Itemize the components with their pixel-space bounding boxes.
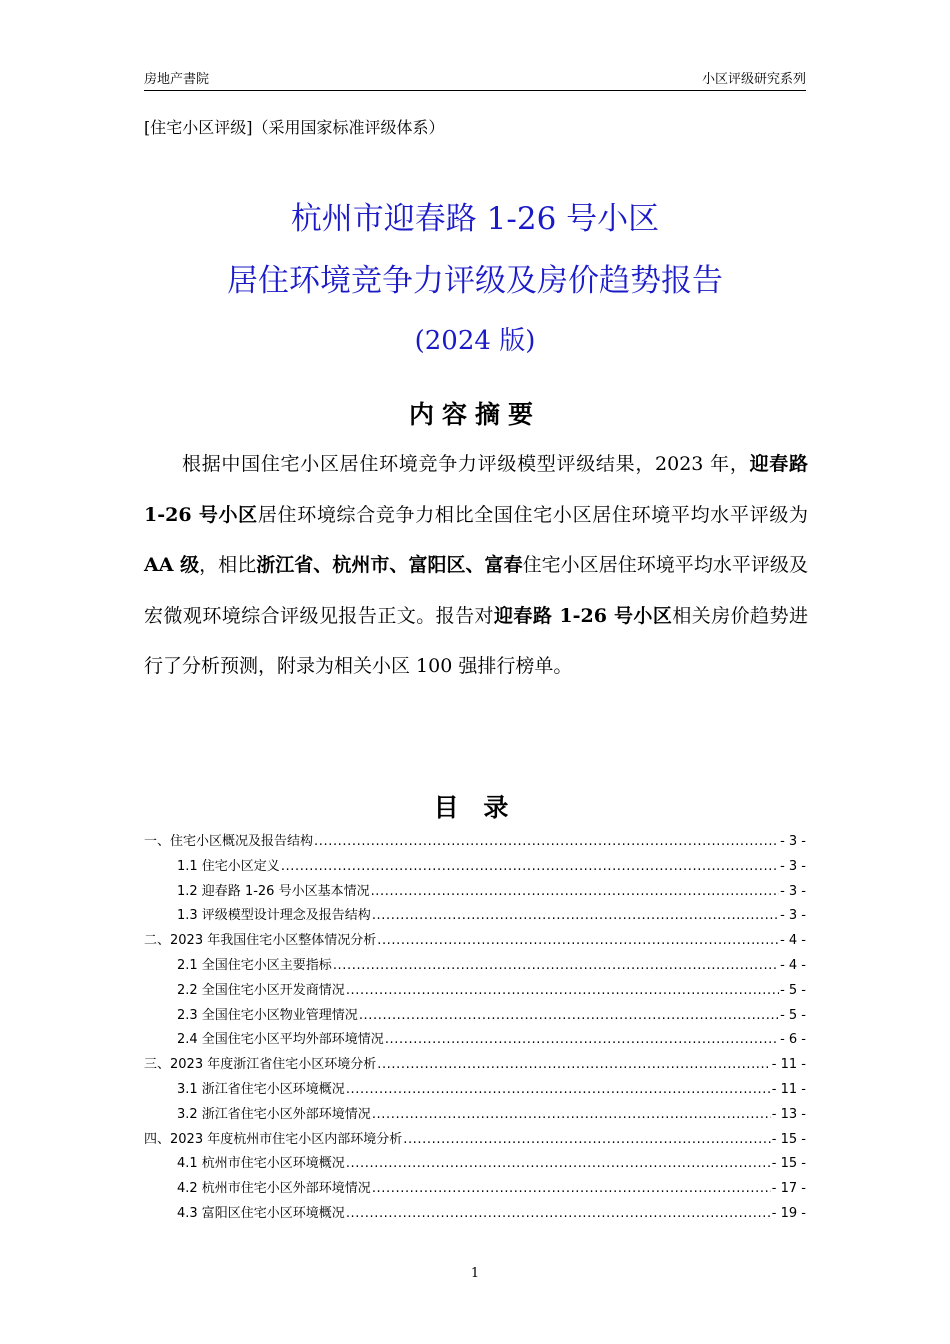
toc-entry-page: - 3 - (780, 908, 806, 924)
toc-entry-label: 2.2 全国住宅小区开发商情况 (177, 982, 345, 998)
toc-leader-dots (359, 1004, 779, 1029)
abstract-text: 根据中国住宅小区居住环境竞争力评级模型评级结果，2023 年， (182, 453, 750, 475)
abstract-community-name: 迎春路 1-26 号小区 (493, 604, 673, 627)
toc-entry-page: - 15 - (771, 1131, 806, 1147)
toc-entry[interactable] (144, 880, 806, 905)
toc-entry-page: - 6 - (780, 1032, 806, 1048)
toc-entry-page: - 3 - (780, 883, 806, 899)
toc-entry[interactable] (144, 1202, 806, 1227)
report-title-line1: 杭州市迎春路 1-26 号小区 (290, 201, 660, 237)
toc-entry[interactable] (144, 1004, 806, 1029)
toc-entry-page: - 17 - (771, 1181, 806, 1197)
toc-entry-label: 3.1 浙江省住宅小区环境概况 (177, 1081, 345, 1097)
toc-entry-label: 4.1 杭州市住宅小区环境概况 (177, 1156, 345, 1172)
toc-entry[interactable] (144, 954, 806, 979)
toc-entry-label: 4.3 富阳区住宅小区环境概况 (177, 1205, 345, 1221)
toc-entry-label: 1.1 住宅小区定义 (177, 858, 280, 874)
abstract-text: 居住环境综合竞争力相比全国住宅小区居住环境平均水平评级为 (257, 503, 808, 526)
toc-entry[interactable] (144, 1177, 806, 1202)
toc-entry-page: - 19 - (771, 1205, 806, 1221)
toc-entry-page: - 3 - (780, 858, 806, 874)
toc-entry[interactable] (144, 1128, 806, 1153)
toc-leader-dots (372, 1103, 771, 1128)
abstract-heading: 内容摘要 (408, 400, 541, 429)
toc-entry[interactable] (144, 830, 806, 855)
toc-entry[interactable] (144, 1078, 806, 1103)
toc-entry[interactable] (144, 1053, 806, 1078)
toc-leader-dots (385, 1028, 779, 1053)
toc-leader-dots (372, 904, 779, 929)
toc-entry-label: 二、2023 年我国住宅小区整体情况分析 (144, 933, 377, 949)
toc-entry-page: - 5 - (780, 1007, 806, 1023)
toc-leader-dots (403, 1128, 771, 1153)
page-number: 1 (470, 1266, 480, 1281)
toc-leader-dots (314, 830, 779, 855)
report-edition: (2024 版) (414, 326, 536, 356)
report-category: [住宅小区评级]（采用国家标准评级体系） (144, 118, 445, 137)
toc-leader-dots (346, 1078, 771, 1103)
toc-entry[interactable] (144, 929, 806, 954)
toc-entry[interactable] (144, 1028, 806, 1053)
abstract-rating: AA 级 (144, 554, 200, 576)
toc-entry[interactable] (144, 855, 806, 880)
toc-leader-dots (377, 929, 779, 954)
abstract-text: ，相比 (199, 554, 257, 576)
abstract-text: 相关房价趋势进行了分析预测，附录为相关小区 100 强排行榜单。 (144, 604, 808, 677)
toc-entry-label: 2.3 全国住宅小区物业管理情况 (177, 1007, 358, 1023)
toc-entry[interactable] (144, 1152, 806, 1177)
toc-entry-page: - 11 - (771, 1081, 806, 1097)
toc-leader-dots (371, 880, 780, 905)
header-publisher: 房地产書院 (144, 72, 210, 87)
toc-entry-label: 2.1 全国住宅小区主要指标 (177, 957, 332, 973)
toc-leader-dots (333, 954, 779, 979)
abstract-paragraph (144, 439, 808, 692)
toc-entry-label: 一、住宅小区概况及报告结构 (144, 834, 314, 849)
abstract-regions: 浙江省、杭州市、富阳区、富春 (256, 554, 523, 576)
abstract-text: 住宅小区居住环境平均水平评级及宏微观环境综合评级见报告正文。报告对 (144, 554, 808, 627)
abstract-community-name: 迎春路 1-26 号小区 (144, 453, 808, 526)
toc-leader-dots (281, 855, 779, 880)
toc-leader-dots (377, 1053, 771, 1078)
toc-entry-label: 3.2 浙江省住宅小区外部环境情况 (177, 1106, 371, 1122)
toc-entry-label: 三、2023 年度浙江省住宅小区环境分析 (144, 1057, 377, 1073)
page-header (144, 66, 806, 91)
toc-entry-page: - 5 - (780, 982, 806, 998)
toc-entry-page: - 3 - (780, 834, 806, 849)
toc-entry[interactable] (144, 979, 806, 1004)
toc-leader-dots (346, 1202, 771, 1227)
toc-entry[interactable] (144, 904, 806, 929)
toc-leader-dots (372, 1177, 771, 1202)
toc-entry-page: - 15 - (771, 1156, 806, 1172)
toc-leader-dots (346, 979, 779, 1004)
toc-entry-label: 1.3 评级模型设计理念及报告结构 (177, 908, 371, 924)
toc-leader-dots (346, 1152, 771, 1177)
toc-entry-page: - 11 - (771, 1057, 806, 1073)
toc-entry-label: 4.2 杭州市住宅小区外部环境情况 (177, 1181, 371, 1197)
toc-entry-page: - 13 - (771, 1106, 806, 1122)
toc-entry-page: - 4 - (780, 933, 806, 949)
header-series: 小区评级研究系列 (701, 72, 806, 87)
toc-entry[interactable] (144, 1103, 806, 1128)
toc-entry-label: 1.2 迎春路 1-26 号小区基本情况 (177, 883, 370, 899)
toc-entry-label: 四、2023 年度杭州市住宅小区内部环境分析 (144, 1131, 403, 1147)
toc-heading: 目 录 (433, 793, 517, 822)
toc-entry-label: 2.4 全国住宅小区平均外部环境情况 (177, 1032, 384, 1048)
table-of-contents (144, 830, 806, 1227)
report-title-line2: 居住环境竞争力评级及房价趋势报告 (227, 263, 723, 299)
toc-entry-page: - 4 - (780, 957, 806, 973)
